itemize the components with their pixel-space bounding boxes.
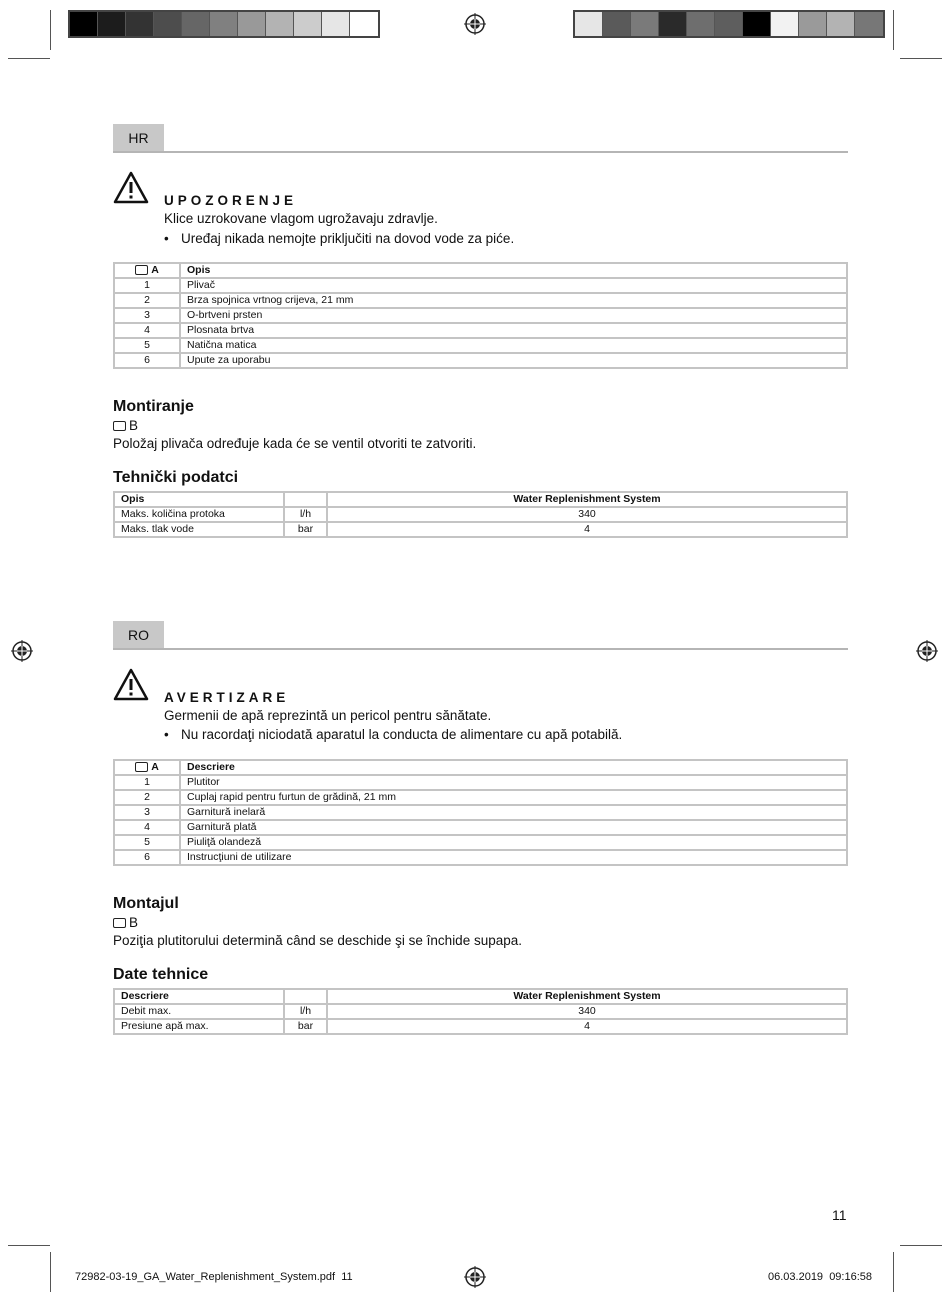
- column-header-description: Opis: [114, 492, 284, 507]
- table-row: [114, 805, 847, 820]
- crop-mark: [50, 10, 51, 50]
- column-header-product: Water Replenishment System: [327, 492, 847, 507]
- cell-value: 4: [327, 1019, 847, 1034]
- cell-value: 4: [327, 522, 847, 537]
- manual-icon: [113, 421, 126, 431]
- crop-mark: [893, 1252, 894, 1292]
- cell-description: Plutitor: [180, 775, 847, 790]
- manual-icon: [113, 918, 126, 928]
- column-header-unit: [284, 492, 327, 507]
- cell-description: Upute za uporabu: [180, 353, 847, 368]
- table-row: [114, 507, 847, 522]
- cell-unit: l/h: [284, 507, 327, 522]
- cell-unit: bar: [284, 1019, 327, 1034]
- table-row: [114, 278, 847, 293]
- warning-bullet: [164, 727, 622, 742]
- color-swatch: [154, 12, 182, 36]
- warning-triangle-icon: [113, 668, 149, 702]
- figure-reference: B: [113, 915, 138, 930]
- column-header-unit: [284, 989, 327, 1004]
- color-swatch: [631, 12, 659, 36]
- footer-file: [75, 1271, 353, 1283]
- cell-number: 6: [114, 353, 180, 368]
- cell-description: Garnitură inelară: [180, 805, 847, 820]
- color-swatch: [855, 12, 883, 36]
- table-row: [114, 1004, 847, 1019]
- assembly-text: Poziţia plutitorului determină când se deschide şi se închide supapa.: [113, 933, 522, 948]
- table-row: [114, 790, 847, 805]
- cell-number: 5: [114, 338, 180, 353]
- cell-description: Instrucţiuni de utilizare: [180, 850, 847, 865]
- warning-text: Klice uzrokovane vlagom ugrožavaju zdravlje.: [164, 211, 438, 226]
- table-header-row: [114, 760, 847, 775]
- cell-number: 2: [114, 293, 180, 308]
- cell-number: 1: [114, 278, 180, 293]
- footer-filename: 72982-03-19_GA_Water_Replenishment_System.pdf: [75, 1271, 336, 1283]
- cell-unit: bar: [284, 522, 327, 537]
- color-swatch: [126, 12, 154, 36]
- color-swatch: [70, 12, 98, 36]
- cell-number: 4: [114, 323, 180, 338]
- color-swatch: [266, 12, 294, 36]
- language-tab: RO: [113, 621, 164, 648]
- color-swatch: [350, 12, 378, 36]
- language-tab: HR: [113, 124, 164, 151]
- color-swatch: [322, 12, 350, 36]
- column-header-description: Opis: [180, 263, 847, 278]
- crop-mark: [50, 1252, 51, 1292]
- cell-number: 3: [114, 308, 180, 323]
- color-swatch: [238, 12, 266, 36]
- assembly-heading: Montajul: [113, 895, 179, 912]
- table-row: [114, 353, 847, 368]
- table-row: [114, 775, 847, 790]
- cell-number: 4: [114, 820, 180, 835]
- table-row: [114, 820, 847, 835]
- crop-mark: [8, 1245, 50, 1246]
- cell-description: Natična matica: [180, 338, 847, 353]
- parts-table: [113, 759, 848, 866]
- cell-number: 5: [114, 835, 180, 850]
- table-header-row: [114, 989, 847, 1004]
- column-header-description: Descriere: [114, 989, 284, 1004]
- warning-bullet-text: Nu racordaţi niciodată aparatul la conducta de alimentare cu apă potabilă.: [181, 727, 623, 742]
- column-header-description: Descriere: [180, 760, 847, 775]
- table-row: [114, 308, 847, 323]
- footer-date: 06.03.2019: [768, 1271, 824, 1283]
- column-header-figure: A: [114, 263, 180, 278]
- table-header-row: [114, 263, 847, 278]
- cell-description: Plosnata brtva: [180, 323, 847, 338]
- cell-number: 2: [114, 790, 180, 805]
- warning-triangle-icon: [113, 171, 149, 205]
- footer-time: 09:16:58: [829, 1271, 873, 1283]
- bullet-icon: •: [164, 727, 169, 742]
- warning-text: Germenii de apă reprezintă un pericol pentru sănătate.: [164, 708, 492, 723]
- color-swatch: [182, 12, 210, 36]
- color-swatch: [98, 12, 126, 36]
- color-bar-right: [573, 10, 885, 38]
- assembly-text: Položaj plivača određuje kada će se ventil otvoriti te zatvoriti.: [113, 436, 477, 451]
- color-bar-left: [68, 10, 380, 38]
- cell-number: 3: [114, 805, 180, 820]
- cell-description: Piuliţă olandeză: [180, 835, 847, 850]
- registration-mark-icon: [11, 640, 33, 662]
- manual-icon: [135, 265, 148, 275]
- registration-mark-icon: [464, 1266, 486, 1288]
- table-row: [114, 522, 847, 537]
- tech-heading: Tehnički podatci: [113, 469, 239, 486]
- page-number: 11: [832, 1207, 847, 1223]
- figure-reference: B: [113, 418, 138, 433]
- crop-mark: [900, 1245, 942, 1246]
- warning-bullet-text: Uređaj nikada nemojte priključiti na dovod vode za piće.: [181, 231, 515, 246]
- table-row: [114, 835, 847, 850]
- color-swatch: [294, 12, 322, 36]
- cell-value: 340: [327, 507, 847, 522]
- registration-mark-icon: [464, 13, 486, 35]
- color-swatch: [603, 12, 631, 36]
- crop-mark: [8, 58, 50, 59]
- cell-description: Presiune apă max.: [114, 1019, 284, 1034]
- assembly-heading: Montiranje: [113, 398, 194, 415]
- warning-bullet: [164, 231, 514, 246]
- table-row: [114, 293, 847, 308]
- cell-description: Debit max.: [114, 1004, 284, 1019]
- cell-unit: l/h: [284, 1004, 327, 1019]
- color-swatch: [715, 12, 743, 36]
- tech-heading: Date tehnice: [113, 966, 209, 983]
- bullet-icon: •: [164, 231, 169, 246]
- cell-description: O-brtveni prsten: [180, 308, 847, 323]
- cell-value: 340: [327, 1004, 847, 1019]
- section-rule: [113, 648, 848, 650]
- table-row: [114, 1019, 847, 1034]
- footer-timestamp: [768, 1271, 872, 1283]
- column-header-product: Water Replenishment System: [327, 989, 847, 1004]
- crop-mark: [900, 58, 942, 59]
- table-row: [114, 338, 847, 353]
- warning-title: AVERTIZARE: [164, 690, 290, 705]
- parts-table: [113, 262, 848, 369]
- warning-title: UPOZORENJE: [164, 193, 298, 208]
- section-rule: [113, 151, 848, 153]
- table-row: [114, 323, 847, 338]
- color-swatch: [827, 12, 855, 36]
- table-header-row: [114, 492, 847, 507]
- cell-number: 1: [114, 775, 180, 790]
- cell-number: 6: [114, 850, 180, 865]
- color-swatch: [743, 12, 771, 36]
- tech-table: [113, 491, 848, 538]
- table-row: [114, 850, 847, 865]
- manual-icon: [135, 762, 148, 772]
- color-swatch: [687, 12, 715, 36]
- color-swatch: [659, 12, 687, 36]
- registration-mark-icon: [916, 640, 938, 662]
- tech-table: [113, 988, 848, 1035]
- footer-page: 11: [341, 1271, 353, 1283]
- color-swatch: [771, 12, 799, 36]
- column-header-figure: A: [114, 760, 180, 775]
- crop-mark: [893, 10, 894, 50]
- cell-description: Brza spojnica vrtnog crijeva, 21 mm: [180, 293, 847, 308]
- cell-description: Maks. količina protoka: [114, 507, 284, 522]
- color-swatch: [575, 12, 603, 36]
- cell-description: Plivač: [180, 278, 847, 293]
- color-swatch: [210, 12, 238, 36]
- color-swatch: [799, 12, 827, 36]
- cell-description: Cuplaj rapid pentru furtun de grădină, 21 mm: [180, 790, 847, 805]
- cell-description: Maks. tlak vode: [114, 522, 284, 537]
- cell-description: Garnitură plată: [180, 820, 847, 835]
